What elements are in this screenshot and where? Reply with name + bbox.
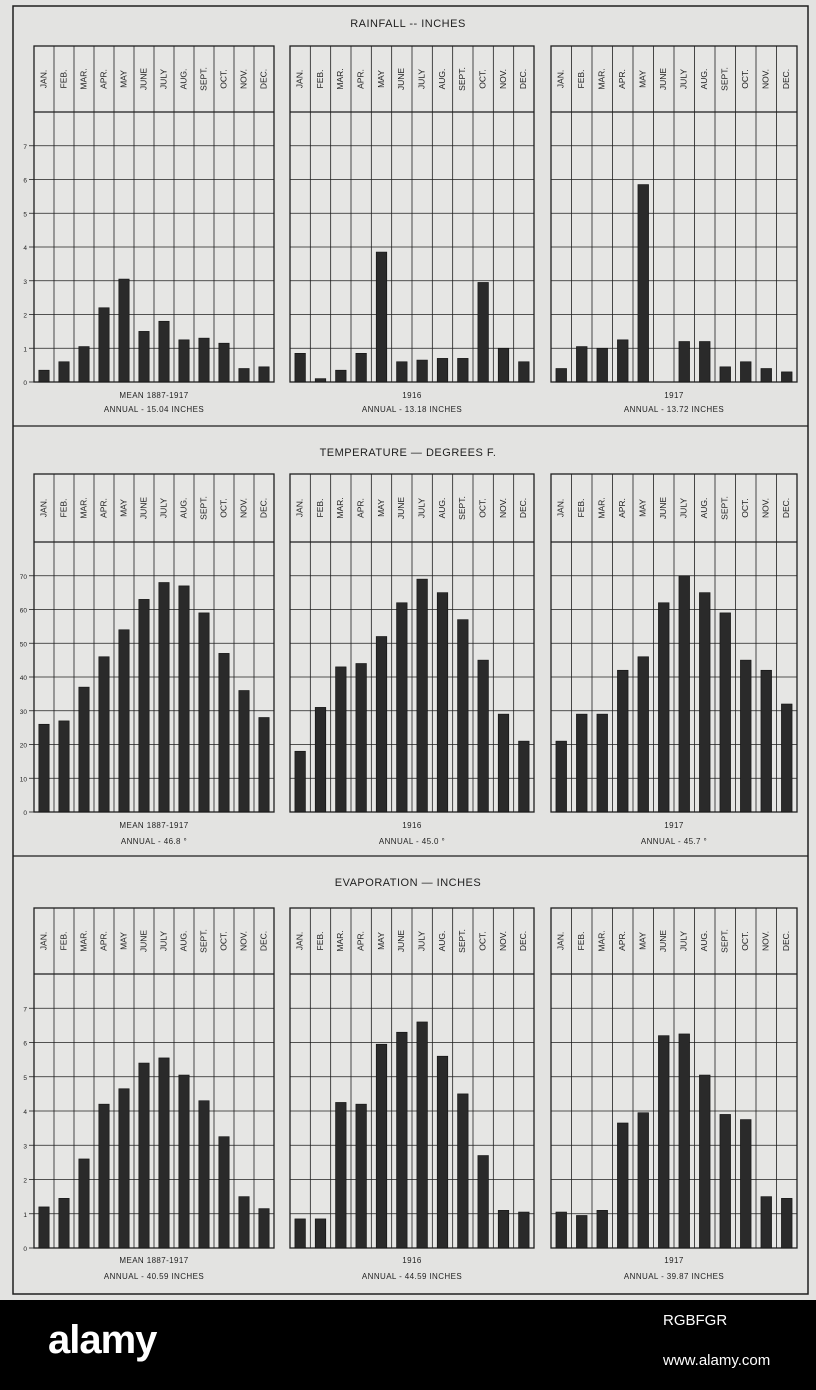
chart-2-0 [34, 908, 274, 1281]
bar [740, 660, 751, 812]
month-label: JUNE [396, 929, 407, 953]
month-label: APR. [98, 498, 109, 518]
bar [556, 741, 567, 812]
month-label: MAR. [78, 930, 89, 952]
chart-caption-period: MEAN 1887-1917 [119, 391, 189, 400]
month-label: JAN. [38, 498, 49, 518]
chart-1-2 [551, 474, 797, 846]
y-tick-label: 4 [23, 245, 27, 252]
bar [556, 1212, 567, 1248]
image-id: RGBFGR [663, 1312, 728, 1329]
month-label: NOV. [760, 930, 771, 952]
month-label: JAN. [38, 69, 49, 89]
month-label: MAR. [78, 497, 89, 519]
month-label: JAN. [294, 498, 305, 518]
y-tick-label: 2 [23, 312, 27, 320]
month-label: APR. [355, 69, 366, 89]
bar [478, 660, 489, 812]
chart-0-2 [551, 46, 797, 414]
month-label: APR. [617, 931, 627, 951]
bar [437, 358, 448, 382]
month-label: OCT. [477, 69, 488, 89]
month-label: FEB. [58, 69, 69, 89]
y-tick-label: 0 [23, 810, 27, 817]
month-label: MAY [375, 499, 386, 517]
bar [159, 1058, 169, 1248]
bar [658, 1036, 669, 1248]
month-label: AUG. [436, 68, 447, 90]
month-label: JAN. [555, 931, 566, 951]
bar [679, 342, 690, 383]
bar [336, 370, 347, 382]
bar [397, 1032, 408, 1248]
month-label: DEC. [258, 930, 269, 952]
chart-0-1 [290, 46, 534, 414]
month-label: NOV. [760, 497, 771, 519]
bar [617, 340, 628, 382]
month-label: OCT. [740, 931, 750, 951]
month-label: SEPT. [719, 67, 730, 91]
bar [139, 331, 149, 382]
bar [576, 347, 587, 382]
bar [576, 1215, 587, 1248]
bar [740, 362, 751, 382]
bar [99, 657, 109, 812]
chart-caption-annual: ANNUAL - 44.59 INCHES [361, 1272, 463, 1281]
bar [376, 637, 387, 813]
bar [99, 1104, 109, 1248]
bar [356, 664, 367, 813]
bar [699, 1075, 710, 1248]
bar [376, 1044, 387, 1248]
month-label: NOV. [238, 497, 249, 519]
month-label: OCT. [218, 498, 229, 518]
bar [478, 282, 489, 382]
month-label: MAR. [335, 497, 346, 519]
bar [720, 613, 731, 812]
chart-caption-annual: ANNUAL - 13.72 INCHES [623, 405, 725, 414]
chart-caption-annual: ANNUAL - 46.8 ° [120, 837, 188, 846]
chart-2-1 [290, 908, 534, 1281]
bar [417, 579, 428, 812]
y-tick-label: 5 [23, 211, 27, 219]
y-tick-label: 30 [19, 708, 27, 716]
bar [259, 718, 269, 813]
bar [239, 1197, 249, 1248]
bar [658, 603, 669, 812]
bar [638, 185, 649, 382]
bar [781, 704, 792, 812]
month-label: JUNE [658, 929, 668, 953]
month-label: APR. [98, 69, 109, 89]
month-label: NOV. [238, 68, 249, 90]
bar [699, 342, 710, 383]
bar [199, 1101, 209, 1248]
month-label: JULY [678, 930, 689, 952]
bar [336, 1102, 347, 1248]
bar [39, 1207, 49, 1248]
month-label: MAY [637, 70, 648, 88]
bar [397, 603, 408, 812]
month-label: FEB. [314, 498, 325, 518]
bar [139, 599, 149, 812]
bar [617, 670, 628, 812]
chart-caption-period: 1916 [402, 391, 422, 400]
chart-1-0 [34, 474, 274, 846]
y-tick-label: 7 [23, 143, 27, 151]
month-label: SEPT. [198, 929, 209, 953]
month-label: JAN. [555, 69, 566, 89]
y-tick-label: 50 [19, 641, 27, 649]
month-label: DEC. [258, 497, 269, 519]
bar [720, 367, 731, 382]
month-label: JAN. [294, 69, 305, 89]
month-label: MAR. [596, 68, 607, 90]
bar [458, 620, 469, 812]
month-label: FEB. [576, 69, 586, 89]
bar [219, 343, 229, 382]
month-label: MAR. [596, 497, 607, 519]
chart-caption-annual: ANNUAL - 15.04 INCHES [103, 405, 205, 414]
chart-1-1 [290, 474, 534, 846]
y-tick-label: 1 [23, 1211, 27, 1219]
chart-0-0 [34, 46, 274, 414]
month-label: MAR. [335, 68, 346, 90]
bar [498, 1210, 509, 1248]
bar [679, 1034, 690, 1248]
month-label: OCT. [218, 69, 229, 89]
month-label: SEPT. [719, 496, 730, 520]
bar [79, 1159, 89, 1248]
month-label: MAR. [335, 930, 346, 952]
month-label: AUG. [436, 497, 447, 519]
month-label: OCT. [477, 498, 488, 518]
y-tick-label: 3 [23, 1143, 27, 1151]
month-label: AUG. [699, 497, 709, 519]
bar [239, 369, 249, 383]
month-label: AUG. [699, 930, 709, 952]
bar [519, 362, 530, 382]
month-label: OCT. [477, 931, 488, 951]
bar [498, 348, 509, 382]
chart-caption-period: 1916 [402, 1256, 422, 1265]
month-label: AUG. [178, 68, 189, 90]
y-tick-label: 70 [19, 573, 27, 581]
month-label: AUG. [699, 68, 709, 90]
month-label: JULY [416, 930, 427, 952]
month-label: MAY [375, 932, 386, 950]
bar [638, 1113, 649, 1248]
bar [315, 379, 326, 382]
bar [781, 372, 792, 382]
month-label: JULY [416, 497, 427, 519]
month-label: DEC. [518, 68, 529, 90]
bar [199, 613, 209, 812]
chart-caption-period: MEAN 1887-1917 [119, 1256, 189, 1265]
month-label: JULY [416, 68, 427, 90]
bar [699, 593, 710, 812]
bar [781, 1198, 792, 1248]
month-label: JULY [158, 930, 169, 952]
chart-caption-annual: ANNUAL - 13.18 INCHES [361, 405, 463, 414]
chart-caption-period: 1916 [402, 821, 422, 830]
bar [761, 670, 772, 812]
month-label: APR. [355, 498, 366, 518]
month-label: MAY [118, 70, 129, 88]
month-label: SEPT. [457, 929, 468, 953]
month-label: SEPT. [457, 67, 468, 91]
bar [159, 583, 169, 813]
chart-caption-annual: ANNUAL - 40.59 INCHES [103, 1272, 205, 1281]
bar [179, 1075, 189, 1248]
bar [79, 347, 89, 382]
bar [458, 1094, 469, 1248]
bar [179, 340, 189, 382]
y-tick-label: 5 [23, 1074, 27, 1082]
bar [576, 714, 587, 812]
y-tick-label: 3 [23, 278, 27, 286]
month-label: JUNE [138, 929, 149, 953]
month-label: OCT. [740, 498, 750, 518]
section-2 [23, 877, 797, 1281]
y-tick-label: 2 [23, 1177, 27, 1185]
bar [295, 751, 306, 812]
section-title: RAINFALL -- INCHES [350, 18, 466, 30]
bar [519, 1212, 530, 1248]
site-url[interactable]: www.alamy.com [663, 1352, 771, 1369]
y-tick-label: 6 [23, 1040, 27, 1048]
y-tick-label: 1 [23, 346, 27, 354]
bar [219, 653, 229, 812]
bar [556, 369, 567, 383]
bar [119, 279, 129, 382]
month-label: DEC. [518, 497, 529, 519]
month-label: MAY [637, 932, 648, 950]
month-label: MAR. [78, 68, 89, 90]
chart-caption-period: 1917 [664, 821, 684, 830]
month-label: APR. [617, 498, 627, 518]
month-label: DEC. [518, 930, 529, 952]
section-1 [13, 447, 808, 856]
month-label: JUNE [658, 496, 668, 520]
bar [519, 741, 530, 812]
bar [119, 630, 129, 812]
month-label: OCT. [740, 69, 750, 89]
chart-caption-annual: ANNUAL - 45.0 ° [378, 837, 446, 846]
month-label: FEB. [576, 498, 586, 518]
bar [139, 1063, 149, 1248]
month-label: NOV. [497, 68, 508, 90]
section-title: EVAPORATION — INCHES [334, 877, 482, 889]
bar [356, 353, 367, 382]
y-tick-label: 7 [23, 1006, 27, 1014]
bar [498, 714, 509, 812]
month-label: JULY [158, 497, 169, 519]
bar [720, 1114, 731, 1248]
bar [679, 576, 690, 812]
brand-logo[interactable]: alamy [48, 1318, 157, 1362]
month-label: JULY [678, 497, 689, 519]
bar [437, 593, 448, 812]
month-label: AUG. [178, 497, 189, 519]
bar [617, 1123, 628, 1248]
month-label: FEB. [58, 931, 69, 951]
chart-caption-period: 1917 [664, 1256, 684, 1265]
footer-banner [0, 1300, 816, 1390]
y-tick-label: 4 [23, 1109, 27, 1116]
month-label: JUNE [396, 67, 407, 91]
bar [417, 1022, 428, 1248]
month-label: DEC. [258, 68, 269, 90]
month-label: SEPT. [719, 929, 730, 953]
bar [417, 360, 428, 382]
month-label: MAY [118, 499, 129, 517]
month-label: NOV. [760, 68, 771, 90]
month-label: APR. [98, 931, 109, 951]
month-label: NOV. [497, 930, 508, 952]
y-tick-label: 0 [23, 380, 27, 387]
y-tick-label: 10 [19, 776, 27, 784]
bar [638, 657, 649, 812]
month-label: SEPT. [457, 496, 468, 520]
bar [597, 1210, 608, 1248]
bar [39, 370, 49, 382]
month-label: MAY [118, 932, 129, 950]
bar [740, 1120, 751, 1248]
month-label: JAN. [555, 498, 566, 518]
bar [259, 367, 269, 382]
y-tick-label: 6 [23, 177, 27, 185]
month-label: APR. [355, 931, 366, 951]
bar [39, 724, 49, 812]
month-label: AUG. [436, 930, 447, 952]
bar [59, 1198, 69, 1248]
month-label: FEB. [314, 931, 325, 951]
month-label: JUNE [138, 496, 149, 520]
bar [219, 1137, 229, 1248]
month-label: JAN. [294, 931, 305, 951]
month-label: JULY [678, 68, 689, 90]
month-label: JAN. [38, 931, 49, 951]
month-label: SEPT. [198, 496, 209, 520]
bar [259, 1209, 269, 1248]
month-label: DEC. [781, 68, 791, 90]
month-label: DEC. [781, 497, 791, 519]
bar [59, 362, 69, 382]
bar [356, 1104, 367, 1248]
bar [159, 321, 169, 382]
month-label: MAR. [596, 930, 607, 952]
month-label: MAY [375, 70, 386, 88]
month-label: JULY [158, 68, 169, 90]
bar [179, 586, 189, 812]
month-label: JUNE [658, 67, 668, 91]
bar [597, 348, 608, 382]
bar [315, 1219, 326, 1248]
bar [295, 1219, 306, 1248]
chart-caption-annual: ANNUAL - 45.7 ° [640, 837, 708, 846]
bar [59, 721, 69, 812]
bar [315, 707, 326, 812]
bar [478, 1156, 489, 1248]
bar [458, 358, 469, 382]
bar [79, 687, 89, 812]
y-tick-label: 40 [19, 675, 27, 682]
bar [336, 667, 347, 812]
bar [397, 362, 408, 382]
month-label: DEC. [781, 930, 791, 952]
bar [376, 252, 387, 382]
month-label: JUNE [138, 67, 149, 91]
month-label: SEPT. [198, 67, 209, 91]
month-label: MAY [637, 499, 648, 517]
bar [295, 353, 306, 382]
bar [199, 338, 209, 382]
chart-caption-annual: ANNUAL - 39.87 INCHES [623, 1272, 725, 1281]
month-label: JUNE [396, 496, 407, 520]
month-label: FEB. [576, 931, 586, 951]
month-label: NOV. [238, 930, 249, 952]
bar [761, 369, 772, 383]
month-label: FEB. [314, 69, 325, 89]
month-label: FEB. [58, 498, 69, 518]
section-0 [13, 18, 808, 426]
month-label: OCT. [218, 931, 229, 951]
bar [761, 1197, 772, 1248]
bar [437, 1056, 448, 1248]
bar [99, 308, 109, 382]
y-tick-label: 0 [23, 1246, 27, 1253]
chart-2-2 [551, 908, 797, 1281]
month-label: APR. [617, 69, 627, 89]
bar [239, 691, 249, 813]
chart-caption-period: 1917 [664, 391, 684, 400]
section-title: TEMPERATURE — DEGREES F. [319, 447, 497, 459]
month-label: NOV. [497, 497, 508, 519]
month-label: AUG. [178, 930, 189, 952]
bar [119, 1089, 129, 1248]
bar [597, 714, 608, 812]
y-tick-label: 20 [19, 742, 27, 750]
chart-caption-period: MEAN 1887-1917 [119, 821, 189, 830]
y-tick-label: 60 [19, 607, 27, 615]
